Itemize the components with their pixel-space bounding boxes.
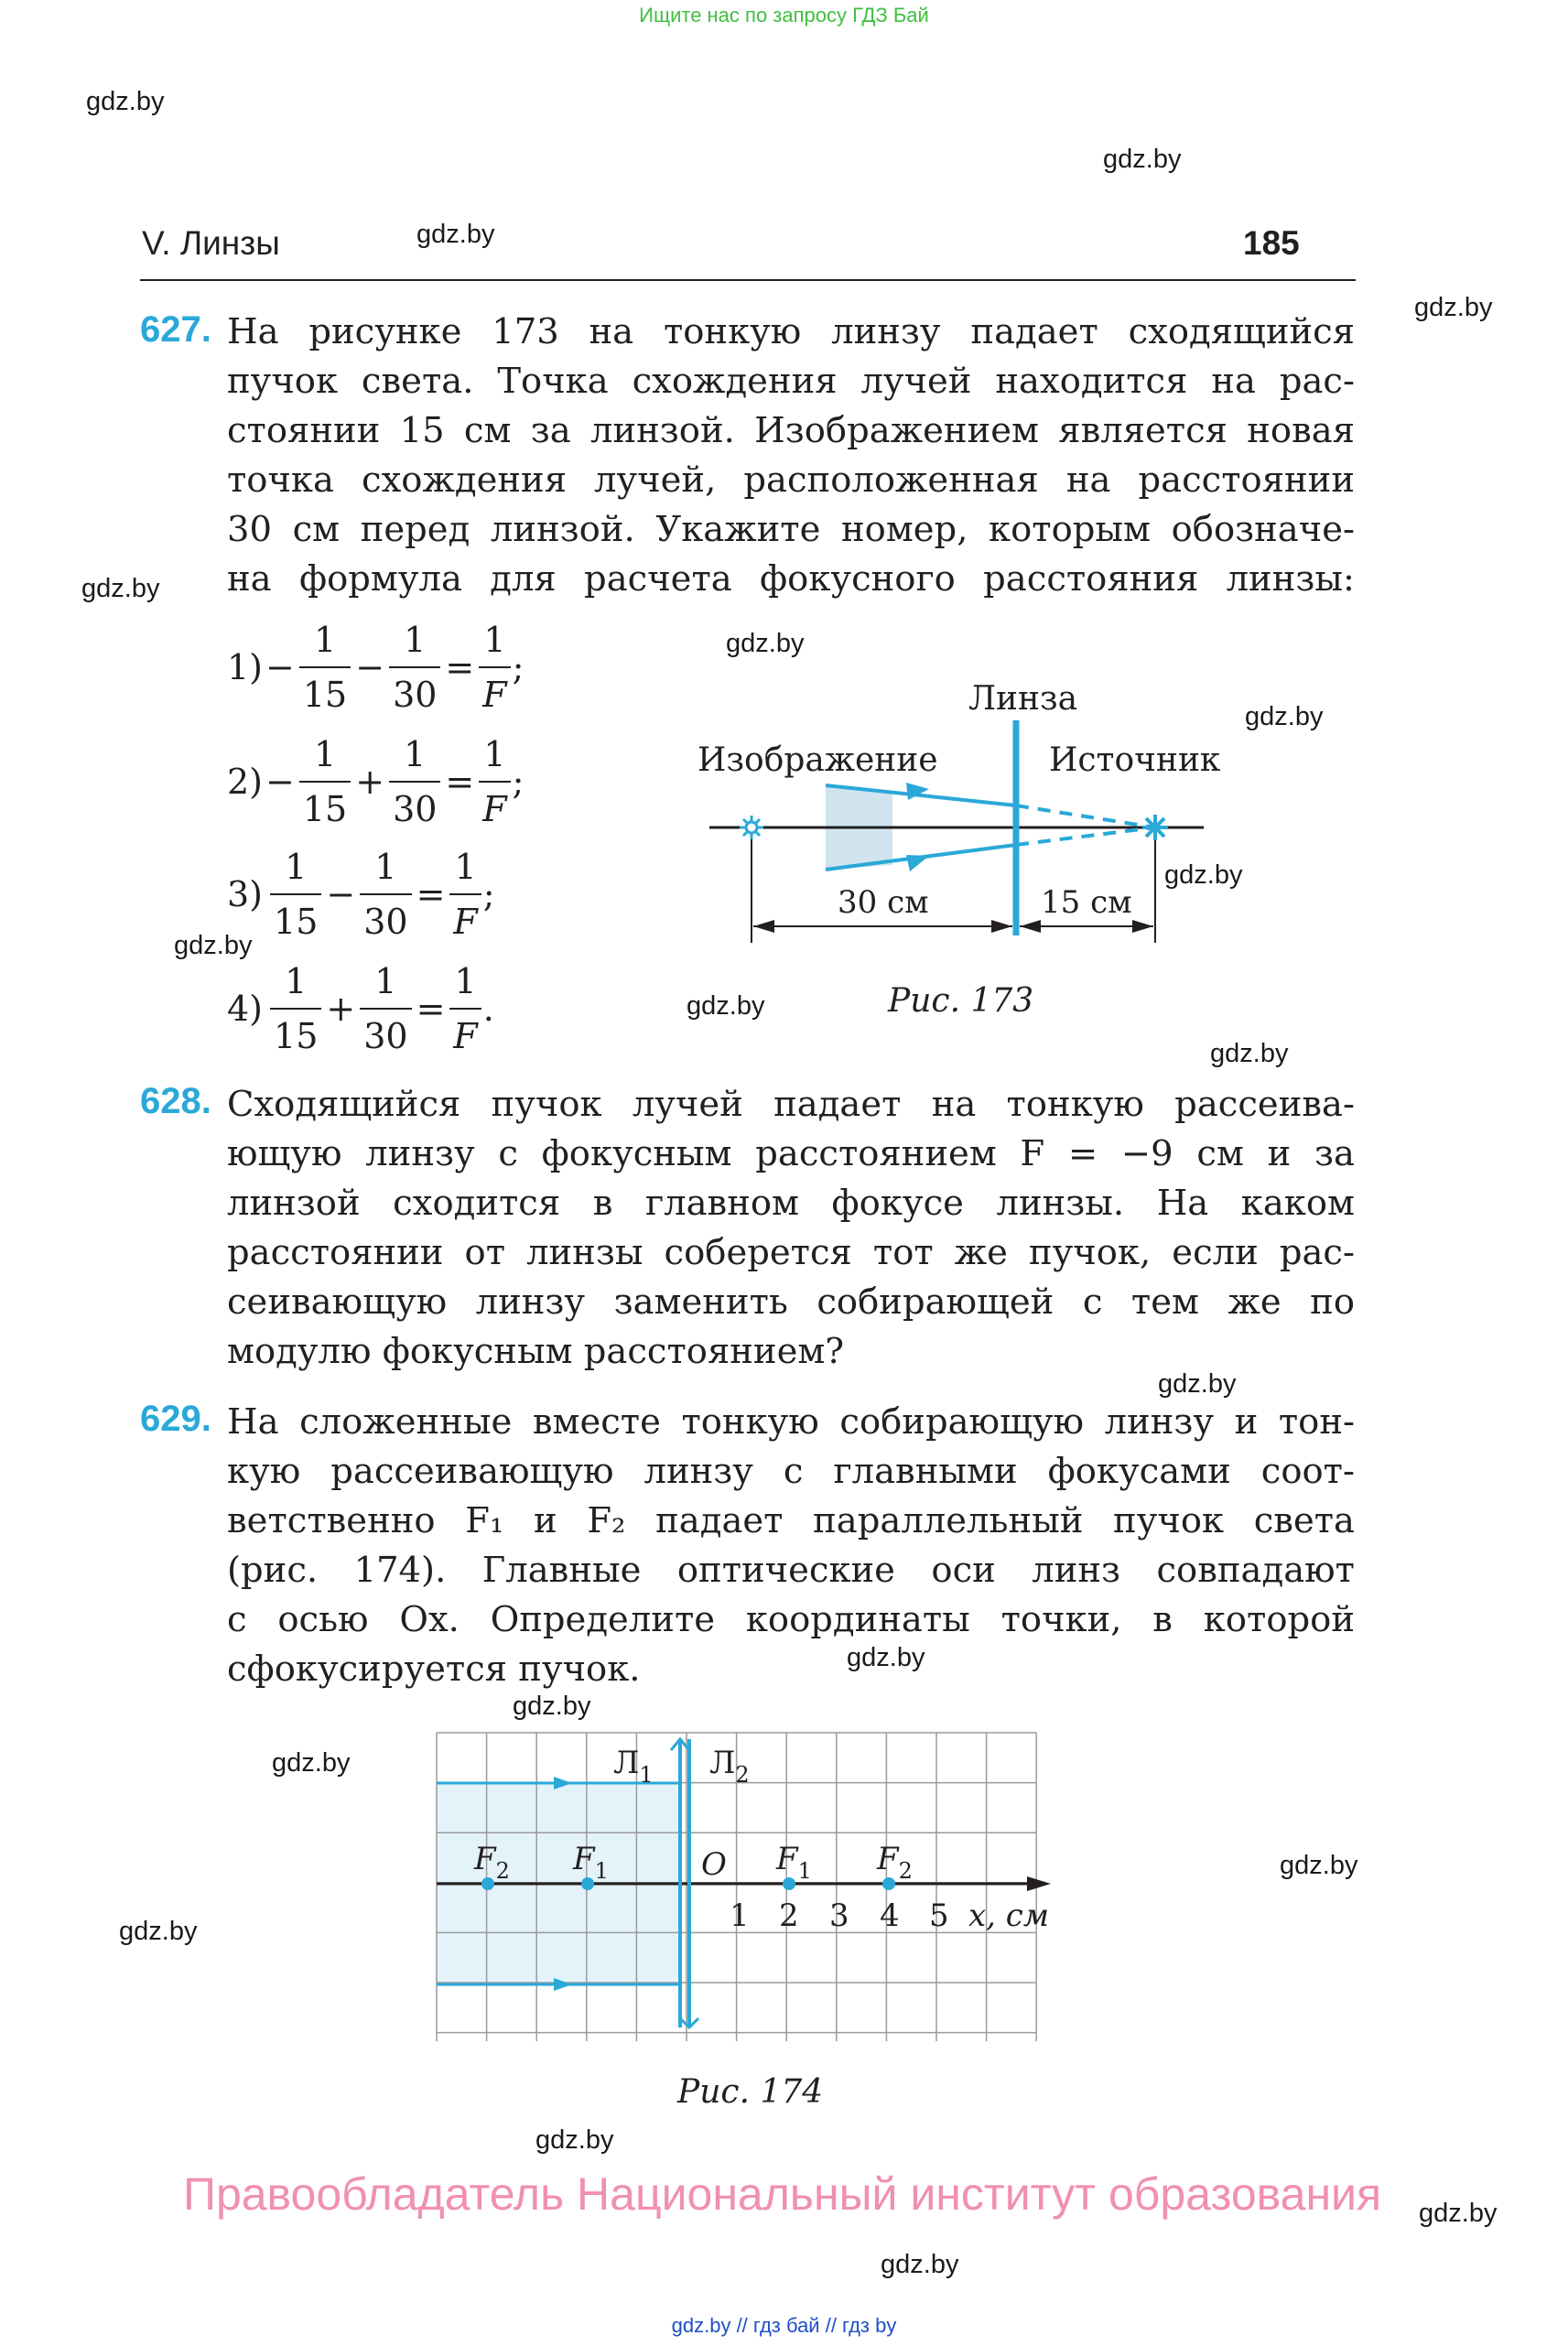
- fraction: $\frac{1}{F}$: [449, 840, 481, 948]
- problem-629-text: [227, 1398, 1355, 1694]
- option-label: 1): [227, 647, 264, 687]
- focus-f1-right-label: $F_1$: [776, 1841, 812, 1884]
- operator: −: [355, 647, 385, 687]
- text-line: линзой сходится в главном фокусе линзы. На каком: [227, 1183, 1355, 1224]
- fraction: $\frac{1}{F}$: [479, 613, 510, 721]
- terminator: ;: [482, 874, 495, 914]
- axis-label: x, см: [968, 1897, 1050, 1934]
- focus-point: [882, 1877, 895, 1890]
- watermark: gdz.by: [1158, 1369, 1237, 1399]
- focus-f2-right-label: $F_2$: [877, 1841, 913, 1884]
- problem-627-text: [227, 308, 1355, 604]
- fraction: $\frac{1}{15}$: [270, 955, 321, 1063]
- ray-dashed: [1016, 827, 1155, 845]
- operator: +: [326, 989, 356, 1029]
- lens-label: Линза: [968, 680, 1078, 718]
- dimension-arrow: [753, 920, 774, 933]
- watermark: gdz.by: [726, 629, 805, 658]
- watermark: gdz.by: [1103, 145, 1182, 174]
- ray-dashed: [1016, 805, 1155, 827]
- dimension-arrow: [1020, 920, 1041, 933]
- answer-option-4: [227, 955, 494, 1063]
- image-label: Изображение: [697, 741, 938, 779]
- focus-point: [581, 1877, 594, 1890]
- answer-option-1: [227, 613, 524, 721]
- equals: =: [445, 762, 475, 802]
- fraction: $\frac{1}{30}$: [389, 613, 440, 721]
- focus-point: [481, 1877, 494, 1890]
- fraction: $\frac{1}{15}$: [299, 728, 351, 836]
- source-label: Источник: [1049, 741, 1221, 779]
- fraction: $\frac{1}{F}$: [449, 955, 481, 1063]
- watermark: gdz.by: [1210, 1039, 1289, 1068]
- text-line: на формула для расчета фокусного расстояния линзы:: [227, 558, 1355, 600]
- operator: +: [355, 762, 385, 802]
- text-line: 30 см перед линзой. Укажите номер, которым обозначе-: [227, 509, 1355, 550]
- text-line: модулю фокусным расстоянием?: [227, 1331, 844, 1372]
- text-line: Сходящийся пучок лучей падает на тонкую рассеива-: [227, 1084, 1355, 1125]
- lens-1-label: $Л_1$: [613, 1745, 654, 1788]
- problem-number-628: 628.: [140, 1081, 211, 1121]
- watermark: gdz.by: [1164, 860, 1243, 890]
- tick-label: 1: [730, 1897, 750, 1934]
- terminator: .: [482, 989, 494, 1029]
- top-note: Ищите нас по запросу ГДЗ Бай: [639, 4, 929, 27]
- watermark: gdz.by: [416, 220, 495, 249]
- text-line: расстоянии от линзы соберется тот же пучок, если рас-: [227, 1232, 1355, 1273]
- tick-label: 4: [880, 1897, 900, 1934]
- watermark: gdz.by: [881, 2250, 959, 2279]
- figure-174: [421, 1721, 1062, 2041]
- text-line: ющую линзу с фокусным расстоянием F = −9 см и за: [227, 1133, 1355, 1174]
- text-line: точка схождения лучей, расположенная на расстоянии: [227, 459, 1355, 501]
- figure-173: [677, 668, 1227, 979]
- answer-option-3: [227, 840, 495, 948]
- tick-label: 2: [779, 1897, 799, 1934]
- dimension-arrow: [991, 920, 1012, 933]
- distance-15-label: 15 см: [1041, 884, 1132, 921]
- watermark: gdz.by: [174, 931, 253, 960]
- fraction: $\frac{1}{15}$: [299, 613, 351, 721]
- option-label: 3): [227, 874, 264, 914]
- text-line: сфокусируется пучок.: [227, 1649, 641, 1690]
- text-line: пучок света. Точка схождения лучей находится на рас-: [227, 361, 1355, 402]
- watermark: gdz.by: [81, 574, 160, 603]
- dimension-arrow: [1132, 920, 1153, 933]
- equals: =: [416, 874, 446, 914]
- source-star-icon: [1142, 815, 1168, 840]
- text-line: сеивающую линзу заменить собирающей с тем же по: [227, 1281, 1355, 1323]
- equals: =: [445, 647, 475, 687]
- watermark: gdz.by: [1245, 702, 1324, 731]
- fraction: $\frac{1}{F}$: [479, 728, 510, 836]
- option-label: 4): [227, 989, 264, 1029]
- lens-2-label: $Л_2$: [709, 1745, 750, 1788]
- tick-label: 3: [829, 1897, 849, 1934]
- focus-point: [783, 1877, 795, 1890]
- header-rule: [140, 279, 1356, 281]
- tick-label: 5: [929, 1897, 949, 1934]
- page-number: 185: [1243, 224, 1300, 262]
- text-line: стоянии 15 см за линзой. Изображением является новая: [227, 410, 1355, 451]
- fraction: $\frac{1}{15}$: [270, 840, 321, 948]
- text-line: На рисунке 173 на тонкую линзу падает сходящийся: [227, 311, 1355, 352]
- ray-arrow: [906, 855, 929, 871]
- watermark: gdz.by: [1414, 293, 1493, 322]
- origin-label: O: [701, 1846, 727, 1883]
- watermark: gdz.by: [86, 87, 165, 116]
- terminator: ;: [512, 647, 524, 687]
- answer-option-2: [227, 728, 524, 836]
- watermark: gdz.by: [119, 1917, 198, 1946]
- watermark: gdz.by: [535, 2125, 614, 2155]
- problem-628-text: [227, 1080, 1355, 1377]
- text-line: (рис. 174). Главные оптические оси линз совпадают: [227, 1550, 1355, 1591]
- watermark: gdz.by: [687, 991, 765, 1021]
- watermark: gdz.by: [272, 1748, 351, 1778]
- section-title: V. Линзы: [142, 224, 280, 262]
- fraction: $\frac{1}{30}$: [360, 955, 411, 1063]
- fraction: $\frac{1}{30}$: [389, 728, 440, 836]
- footer-links[interactable]: gdz.by // гдз бай // гдз by: [671, 2314, 897, 2337]
- sign: −: [265, 647, 295, 687]
- watermark: gdz.by: [1419, 2199, 1498, 2228]
- copyright-owner: Правообладатель Национальный институт образования: [183, 2168, 1382, 2220]
- x-axis-arrow-icon: [1027, 1876, 1051, 1891]
- text-line: На сложенные вместе тонкую собирающую линзу и тон-: [227, 1401, 1355, 1443]
- image-star-icon: [740, 816, 763, 839]
- focus-f1-left-label: $F_1$: [573, 1841, 609, 1884]
- figure-174-caption: Рис. 174: [677, 2073, 824, 2111]
- sign: −: [265, 762, 295, 802]
- focus-f2-left-label: $F_2$: [474, 1841, 510, 1884]
- watermark: gdz.by: [1280, 1851, 1358, 1880]
- text-line: с осью Ox. Определите координаты точки, в которой: [227, 1599, 1355, 1640]
- text-line: кую рассеивающую линзу с главными фокусами соот-: [227, 1451, 1355, 1492]
- watermark: gdz.by: [513, 1692, 591, 1721]
- option-label: 2): [227, 762, 264, 802]
- terminator: ;: [512, 762, 524, 802]
- problem-number-627: 627.: [140, 309, 211, 350]
- distance-30-label: 30 см: [838, 884, 929, 921]
- equals: =: [416, 989, 446, 1029]
- problem-number-629: 629.: [140, 1399, 211, 1439]
- watermark: gdz.by: [847, 1643, 925, 1672]
- text-line: ветственно F₁ и F₂ падает параллельный пучок света: [227, 1500, 1355, 1541]
- figure-173-caption: Рис. 173: [888, 982, 1034, 1020]
- operator: −: [326, 874, 356, 914]
- fraction: $\frac{1}{30}$: [360, 840, 411, 948]
